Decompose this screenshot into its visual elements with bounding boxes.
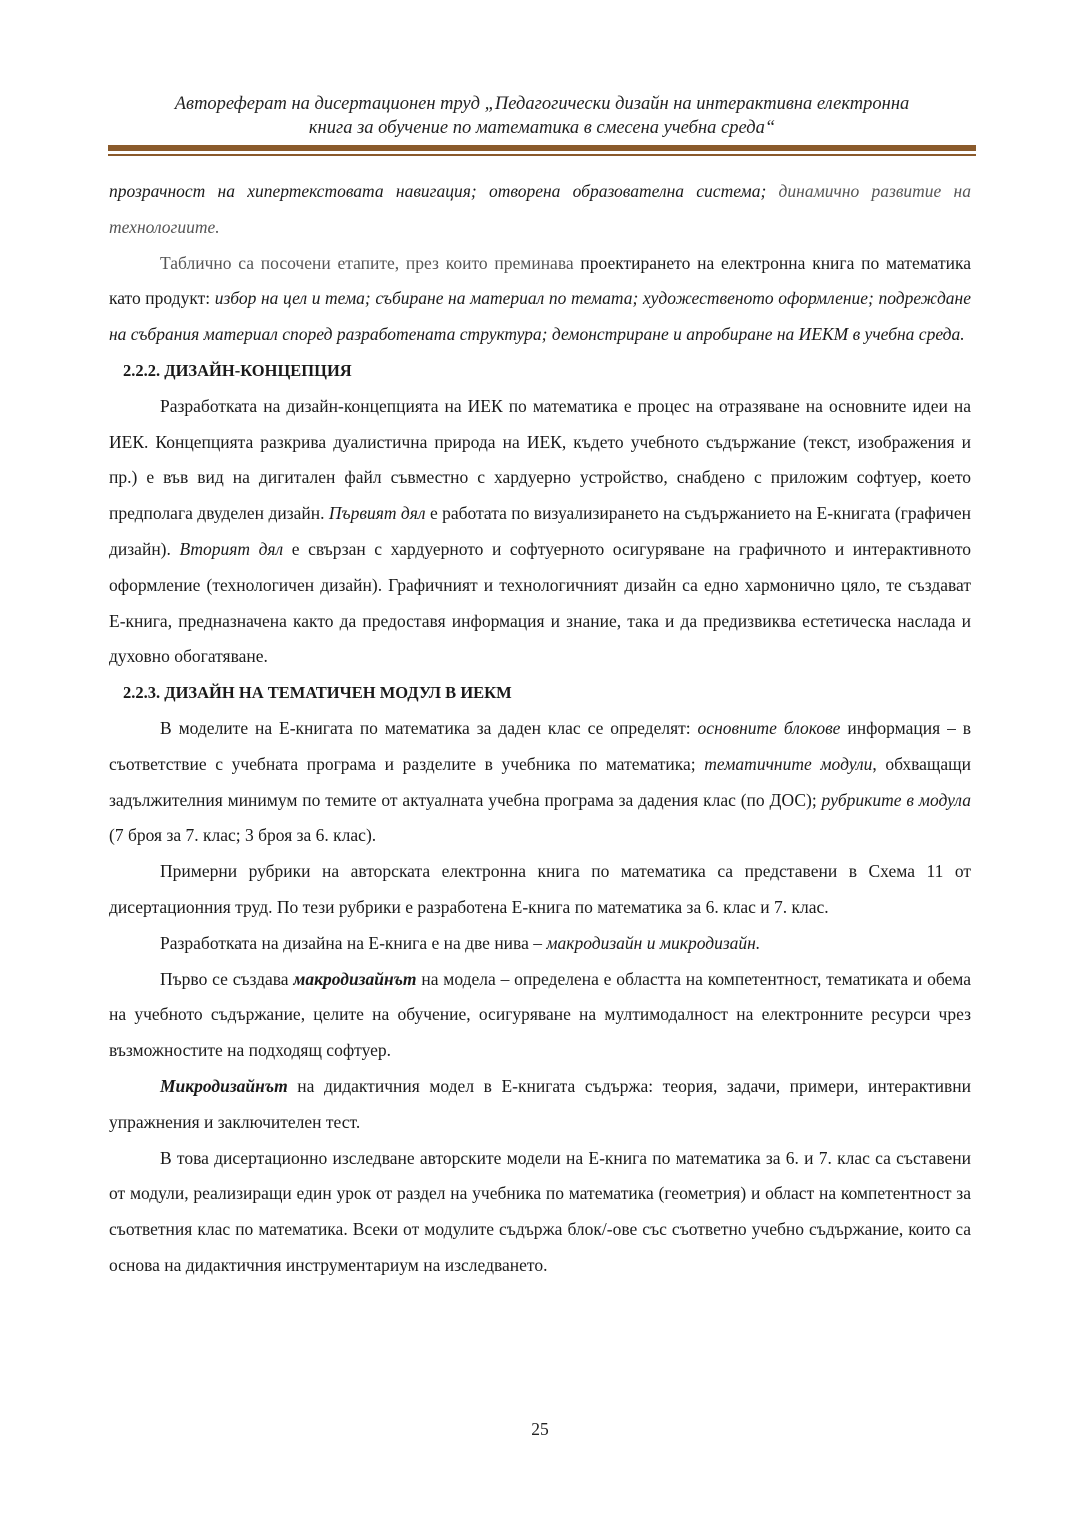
italic-grey-text: динамично развитие на технологиите.	[109, 181, 971, 237]
page-number: 25	[531, 1419, 549, 1439]
text: Разработката на дизайна на Е-книга е на две нива –	[160, 932, 547, 953]
italic-text: тематичните модули	[704, 753, 873, 774]
section-heading-2-2-2: 2.2.2. ДИЗАЙН-КОНЦЕПЦИЯ	[123, 360, 352, 380]
bold-italic-text: Микродизайнът	[160, 1075, 288, 1096]
italic-text: рубриките в модула	[821, 789, 971, 810]
grey-text: Таблично са посочени етапите, през които преминава	[160, 252, 581, 273]
paragraph-research-models: В това дисертационно изследване авторските модели на Е-книга по математика за 6. и 7. клас са съставени от модули, реализиращи един урок от раздел на учебника по математика (геометрия) и област на компетентност за съответния клас по математика. Всеки от модулите съдържа блок/-ове със съответно учебно съдържание, които са основа на дидактичния инструментариум на изследването.	[109, 1147, 971, 1275]
paragraph-models	[109, 711, 971, 854]
running-header	[108, 92, 976, 140]
text: (7 броя за 7. клас; 3 броя за 6. клас).	[109, 825, 377, 846]
italic-text: основните блокове	[697, 717, 841, 738]
italic-text: прозрачност на хипертекстовата навигация; отворена образователна система;	[109, 181, 767, 201]
italic-text: Вторият дял	[179, 538, 284, 559]
text: проектирането на електронна книга по математика като продукт:	[109, 252, 971, 309]
body-text	[109, 174, 971, 1284]
text: Разработката на дизайн-концепцията на ИЕК по математика е процес на отразяване на основните идеи на ИЕК. Концепцията разкрива дуалистична природа на ИЕК, където учебното съдържание (текст, изображения и пр.) е във вид на дигитален файл съвместно с хардуерно устройство, снабдено с приложим софтуер, което предполага двуделен дизайн.	[109, 395, 971, 524]
text: , обхващащи задължителния минимум по темите от актуалната учебна програма за дадения клас (по ДОС);	[109, 753, 971, 810]
paragraph-rubrics: Примерни рубрики на авторската електронна книга по математика са представени в Схема 11 от дисертационния труд. По тези рубрики е разработена Е-книга по математика за 6. клас и 7. клас.	[109, 861, 971, 917]
text: на модела – определена е областта на компетентност, тематиката и обема на учебното съдържание, целите на обучение, осигуряване на мултимодалност на електронните ресурси чрез възможностите на подходящ софтуер.	[109, 968, 971, 1061]
text: е свързан с хардуерното и софтуерното осигуряване на графичното и интерактивното оформление (технологичен дизайн). Графичният и технологичният дизайн са едно хармонично цяло, те създават Е-книга, предназначена както да предоставя информация и знание, така и да предизвиква естетическа наслада и духовно обогатяване.	[109, 538, 972, 667]
text: Първо се създава	[160, 968, 294, 989]
paragraph-microdesign	[109, 1069, 971, 1141]
paragraph-continuation	[109, 174, 971, 246]
text: е работата по визуализирането на съдържанието на Е-книгата (графичен дизайн).	[109, 503, 971, 559]
text: В моделите на Е-книгата по математика за даден клас се определят:	[160, 717, 698, 738]
text: информация – в съответствие с учебната програма и разделите в учебника по математика;	[109, 717, 971, 774]
paragraph-design-concept	[109, 389, 971, 675]
paragraph-macrodesign	[109, 962, 971, 1069]
header-line-2: книга за обучение по математика в смесена учебна среда“	[308, 118, 776, 138]
header-rule-thick	[108, 145, 976, 151]
italic-text: Първият дял	[328, 503, 426, 524]
italic-text: макродизайн и микродизайн.	[546, 932, 761, 953]
paragraph-stages	[109, 246, 971, 353]
header-rule-thin	[108, 154, 976, 156]
italic-text: избор на цел и тема; събиране на материал по темата; художественото оформление; подреждане на събрания материал според разработената структура; демонстриране и апробиране на ИЕКМ в учебна среда.	[109, 288, 971, 345]
bold-italic-text: макродизайнът	[293, 968, 417, 989]
section-heading-2-2-3: 2.2.3. ДИЗАЙН НА ТЕМАТИЧЕН МОДУЛ В ИЕКМ	[123, 683, 512, 703]
text: на дидактичния модел в Е-книгата съдържа: теория, задачи, примери, интерактивни упражнения и заключителен тест.	[109, 1075, 971, 1132]
header-line-1: Автореферат на дисертационен труд „Педагогически дизайн на интерактивна електронна	[174, 94, 910, 114]
paragraph-two-levels	[109, 926, 971, 962]
